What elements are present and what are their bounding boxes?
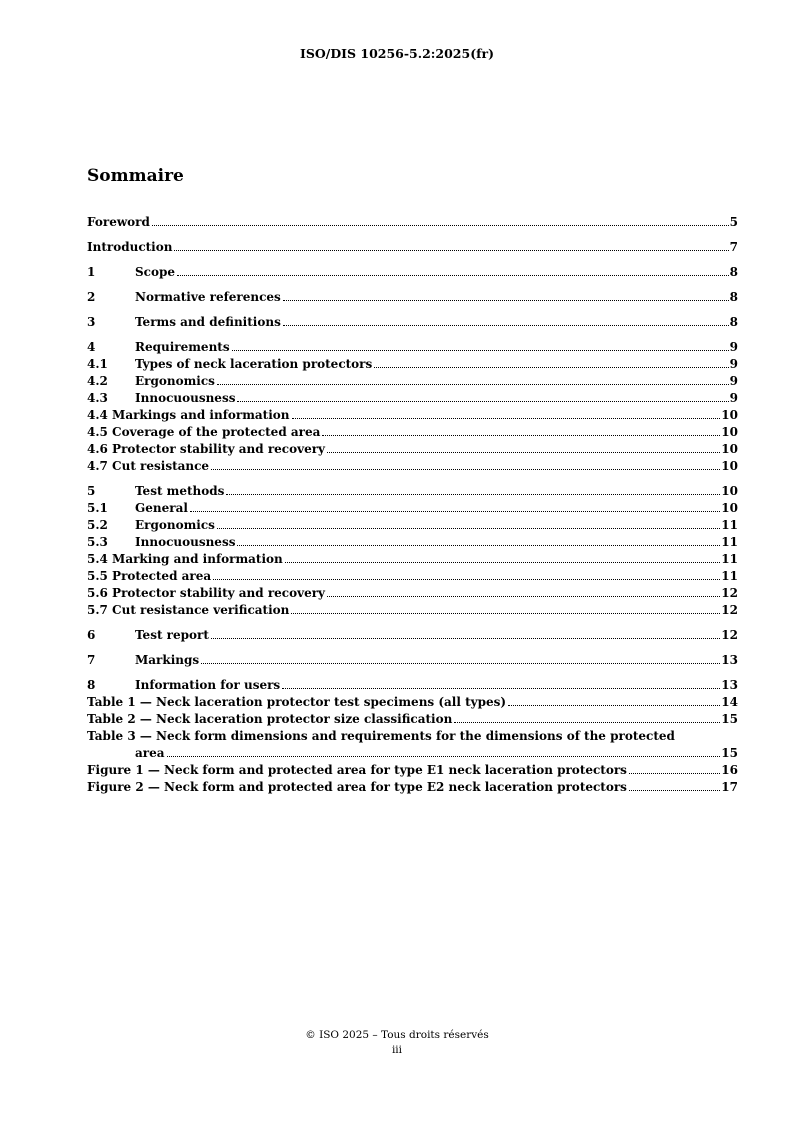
toc-page-number: 9 xyxy=(729,374,738,388)
toc-page-number: 10 xyxy=(721,442,738,456)
dot-leader xyxy=(211,469,720,470)
toc-label-continuation xyxy=(87,745,738,762)
toc-entry-1[interactable] xyxy=(87,264,738,281)
toc-page-number: 13 xyxy=(721,678,738,692)
dot-leader xyxy=(454,722,720,723)
toc-label: Ergonomics xyxy=(135,518,215,532)
dot-leader xyxy=(291,613,720,614)
dot-leader xyxy=(629,790,720,791)
toc-entry-figure-2[interactable] xyxy=(87,779,738,796)
toc-entry-5[interactable] xyxy=(87,483,738,500)
toc-label: General xyxy=(135,501,188,515)
toc-entry-4-3[interactable] xyxy=(87,390,738,407)
toc-page-number: 15 xyxy=(721,746,738,760)
toc-page-number: 12 xyxy=(721,628,738,642)
dot-leader xyxy=(211,638,720,639)
page-footer xyxy=(0,1028,794,1058)
toc-entry-6[interactable] xyxy=(87,627,738,644)
toc-entry-4-6[interactable] xyxy=(87,441,738,458)
toc-page-number: 9 xyxy=(729,357,738,371)
toc-page-number: 10 xyxy=(721,425,738,439)
toc-entry-5-4[interactable] xyxy=(87,551,738,568)
toc-number: 5 xyxy=(87,484,96,498)
toc-number: 8 xyxy=(87,678,96,692)
toc-label: 4.5 Coverage of the protected area xyxy=(87,425,321,439)
toc-entry-5-1[interactable] xyxy=(87,500,738,517)
toc-label: Introduction xyxy=(87,240,173,254)
toc-entry-table-1[interactable] xyxy=(87,694,738,711)
copyright-notice: © ISO 2025 – Tous droits réservés xyxy=(305,1029,489,1041)
dot-leader xyxy=(237,545,720,546)
toc-page-number: 10 xyxy=(721,408,738,422)
toc-entry-foreword[interactable] xyxy=(87,214,738,231)
dot-leader xyxy=(167,756,721,757)
toc-label: Table 1 — Neck laceration protector test specimens (all types) xyxy=(87,695,507,709)
toc-page-number: 7 xyxy=(729,240,738,254)
dot-leader xyxy=(629,773,720,774)
toc-page-number: 16 xyxy=(721,763,738,777)
toc-label: Test methods xyxy=(135,484,225,498)
toc-number: 4 xyxy=(87,340,96,354)
toc-page-number: 8 xyxy=(729,265,738,279)
toc-entry-2[interactable] xyxy=(87,289,738,306)
toc-page-number: 12 xyxy=(721,586,738,600)
toc-page-number: 17 xyxy=(721,780,738,794)
dot-leader xyxy=(226,494,720,495)
toc-entry-figure-1[interactable] xyxy=(87,762,738,779)
toc-page-number: 15 xyxy=(721,712,738,726)
toc-label: Innocuousness xyxy=(135,391,236,405)
dot-leader xyxy=(217,384,729,385)
dot-leader xyxy=(292,418,721,419)
toc-label-cont-text: area xyxy=(135,746,165,760)
dot-leader xyxy=(374,367,728,368)
toc-number: 1 xyxy=(87,265,96,279)
toc-label: 4.6 Protector stability and recovery xyxy=(87,442,326,456)
toc-page-number: 8 xyxy=(729,290,738,304)
dot-leader xyxy=(322,435,720,436)
page-title: Sommaire xyxy=(87,166,184,186)
dot-leader xyxy=(177,275,729,276)
toc-label: Normative references xyxy=(135,290,281,304)
toc-page-number: 10 xyxy=(721,484,738,498)
toc-entry-8[interactable] xyxy=(87,677,738,694)
toc-page-number: 9 xyxy=(729,340,738,354)
toc-label: Figure 2 — Neck form and protected area for type E2 neck laceration protectors xyxy=(87,780,627,794)
toc-entry-introduction[interactable] xyxy=(87,239,738,256)
toc-label: Table 2 — Neck laceration protector size classification xyxy=(87,712,453,726)
toc-page-number: 11 xyxy=(721,552,738,566)
toc-label: Markings xyxy=(135,653,200,667)
toc-page-number: 9 xyxy=(729,391,738,405)
toc-label: Scope xyxy=(135,265,176,279)
toc-page-number: 13 xyxy=(721,653,738,667)
toc-number: 5.1 xyxy=(87,501,108,515)
toc-page-number: 10 xyxy=(721,459,738,473)
dot-leader xyxy=(174,250,728,251)
table-of-contents xyxy=(87,214,738,796)
toc-entry-5-3[interactable] xyxy=(87,534,738,551)
dot-leader xyxy=(237,401,728,402)
dot-leader xyxy=(283,325,729,326)
toc-page-number: 12 xyxy=(721,603,738,617)
toc-page-number: 11 xyxy=(721,569,738,583)
dot-leader xyxy=(190,511,720,512)
toc-label: Information for users xyxy=(135,678,281,692)
dot-leader xyxy=(152,225,729,226)
toc-entry-4-5[interactable] xyxy=(87,424,738,441)
toc-label: Requirements xyxy=(135,340,230,354)
dot-leader xyxy=(285,562,721,563)
toc-number: 7 xyxy=(87,653,96,667)
toc-label: 4.7 Cut resistance xyxy=(87,459,210,473)
toc-entry-5-7[interactable] xyxy=(87,602,738,619)
dot-leader xyxy=(201,663,720,664)
toc-page-number: 11 xyxy=(721,535,738,549)
toc-label: Ergonomics xyxy=(135,374,215,388)
toc-label: Innocuousness xyxy=(135,535,236,549)
page-number: iii xyxy=(391,1044,403,1056)
toc-page-number: 5 xyxy=(729,215,738,229)
toc-entry-table-3[interactable] xyxy=(87,728,738,762)
toc-label: Figure 1 — Neck form and protected area for type E1 neck laceration protectors xyxy=(87,763,627,777)
toc-label: 5.7 Cut resistance verification xyxy=(87,603,290,617)
toc-entry-4-7[interactable] xyxy=(87,458,738,475)
toc-label: 4.4 Markings and information xyxy=(87,408,290,422)
toc-page-number: 14 xyxy=(721,695,738,709)
toc-entry-4-1[interactable] xyxy=(87,356,738,373)
toc-number: 2 xyxy=(87,290,96,304)
dot-leader xyxy=(283,300,729,301)
dot-leader xyxy=(282,688,720,689)
toc-entry-5-2[interactable] xyxy=(87,517,738,534)
toc-entry-5-5[interactable] xyxy=(87,568,738,585)
toc-label: 5.6 Protector stability and recovery xyxy=(87,586,326,600)
dot-leader xyxy=(213,579,720,580)
toc-label: Table 3 — Neck form dimensions and requirements for the dimensions of the protected xyxy=(87,729,675,743)
toc-label: Foreword xyxy=(87,215,150,229)
toc-label: Test report xyxy=(135,628,209,642)
toc-label: Types of neck laceration protectors xyxy=(135,357,373,371)
toc-page-number: 11 xyxy=(721,518,738,532)
toc-entry-table-2[interactable] xyxy=(87,711,738,728)
toc-entry-5-6[interactable] xyxy=(87,585,738,602)
toc-entry-3[interactable] xyxy=(87,314,738,331)
toc-page-number: 10 xyxy=(721,501,738,515)
dot-leader xyxy=(327,596,720,597)
toc-number: 4.2 xyxy=(87,374,108,388)
dot-leader xyxy=(217,528,720,529)
dot-leader xyxy=(508,705,720,706)
document-header: ISO/DIS 10256-5.2:2025(fr) xyxy=(299,46,494,61)
toc-label: 5.4 Marking and information xyxy=(87,552,283,566)
toc-number: 5.3 xyxy=(87,535,108,549)
dot-leader xyxy=(327,452,720,453)
toc-entry-7[interactable] xyxy=(87,652,738,669)
toc-entry-4-2[interactable] xyxy=(87,373,738,390)
toc-label: Terms and definitions xyxy=(135,315,281,329)
toc-number: 5.2 xyxy=(87,518,108,532)
toc-label: 5.5 Protected area xyxy=(87,569,212,583)
toc-page-number: 8 xyxy=(729,315,738,329)
toc-number: 4.3 xyxy=(87,391,108,405)
toc-number: 4.1 xyxy=(87,357,108,371)
toc-entry-4-4[interactable] xyxy=(87,407,738,424)
toc-number: 6 xyxy=(87,628,96,642)
toc-number: 3 xyxy=(87,315,96,329)
dot-leader xyxy=(232,350,729,351)
toc-entry-4[interactable] xyxy=(87,339,738,356)
